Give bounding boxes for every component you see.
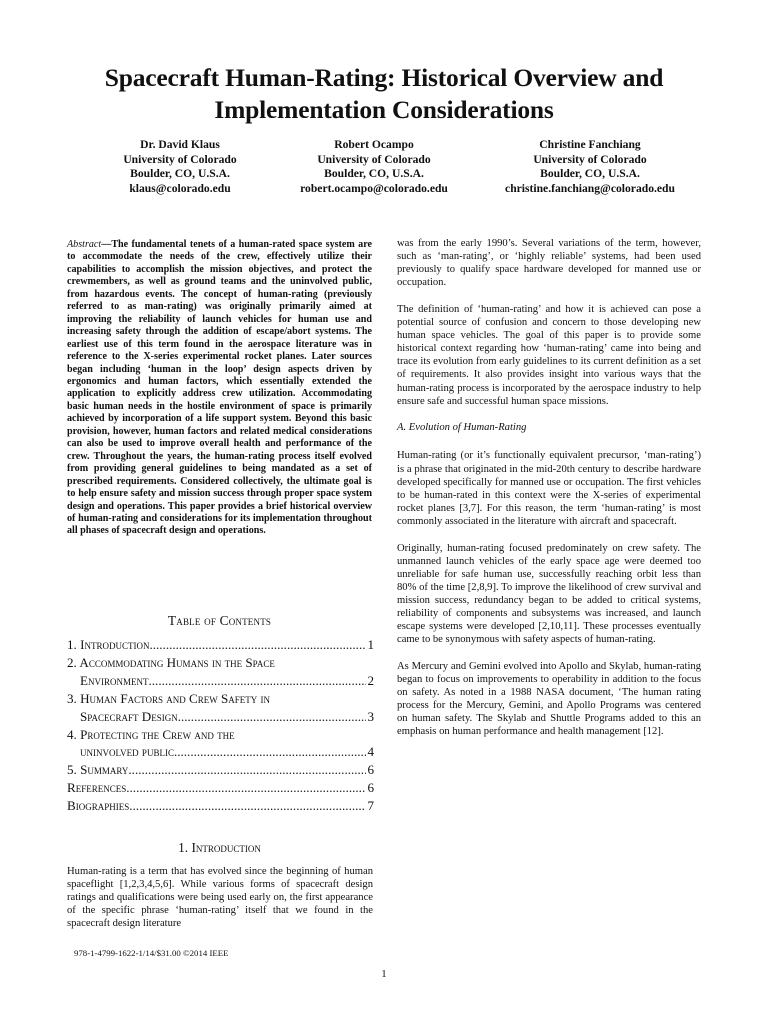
author-name: Christine Fanchiang	[539, 138, 641, 151]
author-location: Boulder, CO, U.S.A.	[324, 167, 424, 180]
author-affiliation: University of Colorado	[123, 152, 237, 166]
toc-entry-label: 2. Accommodating Humans in the Space	[67, 654, 275, 670]
abstract-text: —The fundamental tenets of a human-rated space system are to accommodate the needs of the crew, effectively utilize their capabilities to accomplish the mission objectives, and protect the crewmembers, as well as ground teams and the uninvolved public, from hazardous events. The concept of human-rating (previously referred to as man-rating) was originally primarily aimed at improving the reliability of launch vehicles for human use and increasing safety through the addition of escape/abort systems. The earliest use of this term found in the aerospace literature was in reference to the X-series experimental rocket planes. Later sources began including ‘human in the loop’ design aspects driven by ergonomics and human factors, which essentially extended the application to explicitly address crew utilization. Accommodating basic human needs in the hostile environment of space is primarily achieved by incorporation of a life support system. Beyond this basic provision, however, human factors and related medical considerations can also be used to improve overall health and performance of the crew. Throughout the years, the human-rating process itself evolved from providing general guidelines to being mandated as a set of prescribed requirements. Considered collectively, the ultimate goal is to help ensure safety and mission success through proper space system design and operations. This paper provides a brief historical overview of human-rating and considerations for its implementation throughout all phases of spacecraft design and operations.	[67, 239, 372, 537]
subsection-heading: A. Evolution of Human-Rating	[397, 422, 527, 434]
paragraph: Originally, human-rating focused predominately on crew safety. The unmanned launch vehicles of the early space age were deemed too unreliable for safe human use, successfully reaching orbit less than 80% of the time [2,8,9]. To improve the likelihood of crew survival and mission success, redundancy began to be added to critical systems, reliability of components and subsystems was increased, and launch escape systems were developed [2,10,11]. These processes eventually came to be synonymous with safety aspects of human-rating.	[397, 542, 701, 646]
toc-entry[interactable]	[67, 726, 374, 744]
toc-leader	[178, 708, 367, 726]
toc-page: 4	[367, 744, 374, 760]
toc-entry-label: 5. Summary	[67, 762, 129, 778]
author-location: Boulder, CO, U.S.A.	[540, 167, 640, 180]
author-name: Dr. David Klaus	[140, 138, 220, 151]
toc-entry[interactable]	[67, 672, 374, 690]
toc-entry-label: uninvolved public	[80, 744, 174, 760]
toc-entry[interactable]	[67, 797, 374, 815]
toc-entry[interactable]	[67, 743, 374, 761]
abstract-label: Abstract	[67, 239, 102, 250]
author-email: christine.fanchiang@colorado.edu	[505, 181, 675, 195]
toc-leader	[129, 797, 366, 815]
author-location: Boulder, CO, U.S.A.	[130, 167, 230, 180]
intro-paragraph	[67, 865, 373, 930]
toc-entry-label: 3. Human Factors and Crew Safety in	[67, 690, 271, 706]
toc-entry-label: 4. Protecting the Crew and the	[67, 726, 235, 742]
toc-leader	[126, 779, 366, 797]
toc-page: 6	[367, 762, 374, 778]
toc-entry-label: References	[67, 780, 127, 796]
toc-entry-label: Environment	[80, 672, 149, 688]
table-of-contents	[67, 636, 374, 815]
author-block-2	[285, 138, 463, 196]
toc-page: 2	[367, 672, 374, 688]
toc-entry[interactable]	[67, 708, 374, 726]
toc-heading: Table of Contents	[167, 613, 272, 628]
toc-entry[interactable]	[67, 654, 374, 672]
abstract	[67, 239, 372, 538]
paragraph: Human-rating (or it’s functionally equivalent precursor, ‘man-rating’) is a phrase that originated in the mid-20th century to describe hardware developed specifically for manned use or occupation. The first vehicles to be human-rated in this context were the X-series of experimental rocket planes [3,7]. For this reason, the term ‘human-rating’ is most commonly associated in the literature with aircraft and spacecraft.	[397, 450, 701, 527]
toc-leader	[149, 636, 366, 654]
toc-entry[interactable]	[67, 779, 374, 797]
author-affiliation: University of Colorado	[317, 152, 431, 166]
paragraph: Human-rating is a term that has evolved since the beginning of human spaceflight [1,2,3,4,5,6]. While various forms of spacecraft design ratings and qualifications were being used early on, the first appearance of the specific phrase ‘human-rating’ itself that we found in the spacecraft design literature	[67, 866, 373, 930]
toc-page: 1	[367, 637, 374, 652]
toc-entry-label: 1. Introduction	[67, 637, 150, 652]
paper-title: Spacecraft Human-Rating: Historical Overview and Implementation Considerations	[104, 63, 664, 124]
author-email: klaus@colorado.edu	[129, 181, 231, 195]
toc-page: 6	[367, 780, 374, 796]
toc-page: 7	[367, 798, 374, 814]
author-block-1	[90, 138, 270, 196]
author-name: Robert Ocampo	[334, 138, 414, 151]
author-email: robert.ocampo@colorado.edu	[300, 181, 448, 195]
toc-entry[interactable]	[67, 636, 374, 654]
toc-entry[interactable]	[67, 761, 374, 779]
toc-entry[interactable]	[67, 690, 374, 708]
paragraph: The definition of ‘human-rating’ and how it is achieved can pose a potential source of confusion and concern to those developing new human space vehicles. The goal of this paper is to provide some historical context regarding how ‘human-rating’ came into being and trace its evolution from early guidelines to its current definition as a set of requirements. It also provides insight into various ways that the human-rating process is incorporated by the aerospace industry to help ensure safe and successful human space missions.	[397, 303, 701, 407]
toc-entry-label: Biographies	[67, 798, 130, 814]
toc-leader	[149, 672, 367, 690]
paragraph: As Mercury and Gemini evolved into Apollo and Skylab, human-rating began to focus on improvements to operability in addition to the focus on safety. As noted in a 1988 NASA document, ‘The human rating process for the Mercury, Gemini, and Apollo Programs was centered on human safety. The Skylab and Shuttle Programs added to this an emphasis on human performance and health management [12].	[397, 660, 701, 738]
toc-page: 3	[367, 708, 374, 724]
author-affiliation: University of Colorado	[533, 152, 647, 166]
toc-leader	[174, 743, 367, 761]
section-heading: 1. Introduction	[178, 840, 261, 855]
toc-entry-label: Spacecraft Design	[80, 708, 178, 724]
author-block-3	[485, 138, 695, 196]
paragraph: was from the early 1990’s. Several variations of the term, however, such as ‘man-rating’, or ‘highly reliable’ systems, had been used previously to qualify space hardware developed for manned use or occupation.	[397, 238, 701, 289]
toc-leader	[128, 761, 366, 779]
page-number: 1	[381, 968, 387, 980]
copyright-footnote: 978-1-4799-1622-1/14/$31.00 ©2014 IEEE	[74, 948, 229, 958]
right-column	[397, 237, 701, 752]
